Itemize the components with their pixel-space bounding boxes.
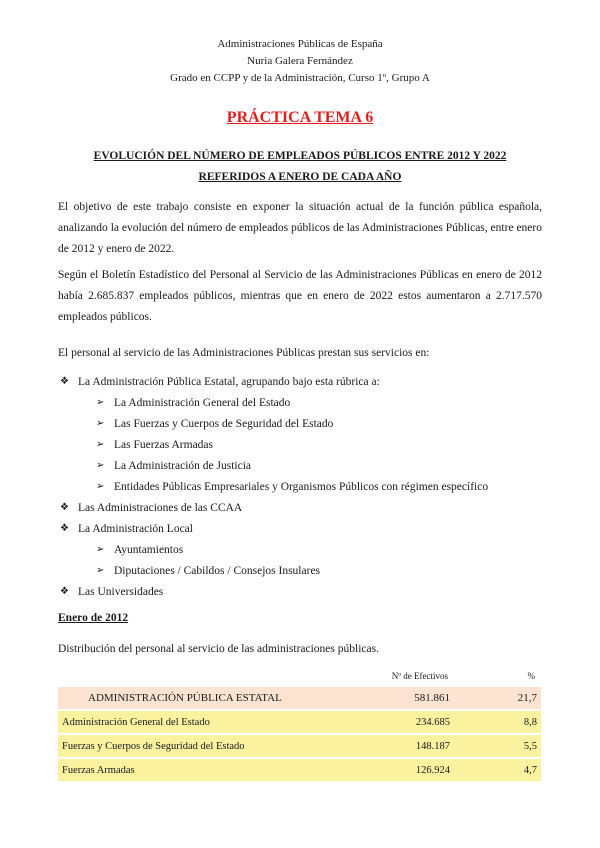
row-percent: 21,7 — [454, 687, 541, 710]
diamond-bullet-icon: ❖ — [60, 523, 69, 534]
list-item-text: Las Universidades — [78, 586, 164, 598]
list-item-text: Las Administraciones de las CCAA — [78, 502, 243, 514]
list-item — [60, 498, 243, 518]
arrow-bullet-icon: ➢ — [96, 397, 105, 408]
header-institution: Administraciones Públicas de España — [217, 38, 383, 50]
arrow-bullet-icon: ➢ — [96, 481, 105, 492]
header-author: Nuria Galera Fernández — [247, 55, 353, 67]
row-label: ADMINISTRACIÓN PÚBLICA ESTATAL — [58, 687, 320, 710]
list-item-text: Las Fuerzas y Cuerpos de Seguridad del Estado — [114, 418, 334, 430]
list-item — [96, 561, 321, 581]
table-header-label — [58, 665, 320, 687]
table-row — [58, 687, 541, 710]
list-item — [96, 477, 489, 497]
list-item-text: La Administración Local — [78, 523, 193, 535]
section-title-enero-2012: Enero de 2012 — [58, 612, 129, 624]
list-item-text: La Administración Pública Estatal, agrupando bajo esta rúbrica a: — [78, 376, 380, 388]
list-item — [96, 414, 334, 434]
header-course: Grado en CCPP y de la Administración, Curso 1º, Grupo A — [170, 72, 430, 84]
list-item-text: La Administración de Justicia — [114, 460, 252, 472]
row-percent: 5,5 — [454, 734, 541, 758]
table-row — [58, 758, 541, 782]
row-percent: 8,8 — [454, 710, 541, 734]
list-item — [96, 435, 213, 455]
staff-distribution-table — [58, 665, 541, 783]
paragraph-objective: El objetivo de este trabajo consiste en exponer la situación actual de la función pública española, analizando la evolución del número de empleados públicos de las Administraciones Públicas, entre enero de 2012 y enero de 2022. — [58, 201, 542, 255]
document-subtitle — [0, 146, 600, 188]
row-percent: 4,7 — [454, 758, 541, 782]
page-title: PRÁCTICA TEMA 6 — [226, 109, 374, 126]
row-efectivos: 234.685 — [320, 710, 454, 734]
row-efectivos: 126.924 — [320, 758, 454, 782]
arrow-bullet-icon: ➢ — [96, 418, 105, 429]
section-intro: Distribución del personal al servicio de las administraciones públicas. — [58, 643, 379, 655]
table-header-percent: % — [527, 671, 535, 681]
list-item — [60, 582, 164, 602]
diamond-bullet-icon: ❖ — [60, 586, 69, 597]
table-header-efectivos: Nº de Efectivos — [391, 671, 448, 681]
table-row — [58, 710, 541, 734]
list-item-text: Entidades Públicas Empresariales y Organismos Públicos con régimen específico — [114, 481, 489, 493]
list-item-text: Ayuntamientos — [114, 544, 184, 556]
subtitle-line-1: EVOLUCIÓN DEL NÚMERO DE EMPLEADOS PÚBLICOS ENTRE 2012 Y 2022 — [93, 150, 507, 162]
row-efectivos: 581.861 — [320, 687, 454, 710]
table-header-row — [58, 665, 541, 687]
list-item — [96, 456, 252, 476]
arrow-bullet-icon: ➢ — [96, 460, 105, 471]
list-item-text: Diputaciones / Cabildos / Consejos Insulares — [114, 565, 321, 577]
list-item-text: La Administración General del Estado — [114, 397, 291, 409]
table-row — [58, 734, 541, 758]
list-item — [60, 519, 193, 539]
row-label: Fuerzas y Cuerpos de Seguridad del Estado — [58, 734, 320, 758]
subtitle-line-2: REFERIDOS A ENERO DE CADA AÑO — [198, 171, 402, 183]
row-label: Administración General del Estado — [58, 710, 320, 734]
paragraph-statistics: Según el Boletín Estadístico del Personal al Servicio de las Administraciones Públicas en enero de 2012 había 2.685.837 empleados públicos, mientras que en enero de 2022 estos aumentaron a 2.717.570 empleados públicos. — [58, 269, 542, 323]
arrow-bullet-icon: ➢ — [96, 544, 105, 555]
document-header — [0, 36, 600, 87]
row-efectivos: 148.187 — [320, 734, 454, 758]
paragraph-list-intro: El personal al servicio de las Administraciones Públicas prestan sus servicios en: — [58, 347, 430, 359]
list-item-text: Las Fuerzas Armadas — [114, 439, 213, 451]
arrow-bullet-icon: ➢ — [96, 565, 105, 576]
diamond-bullet-icon: ❖ — [60, 502, 69, 513]
list-item — [96, 393, 291, 413]
arrow-bullet-icon: ➢ — [96, 439, 105, 450]
row-label: Fuerzas Armadas — [58, 758, 320, 782]
list-item — [60, 372, 380, 392]
list-item — [96, 540, 184, 560]
diamond-bullet-icon: ❖ — [60, 376, 69, 387]
